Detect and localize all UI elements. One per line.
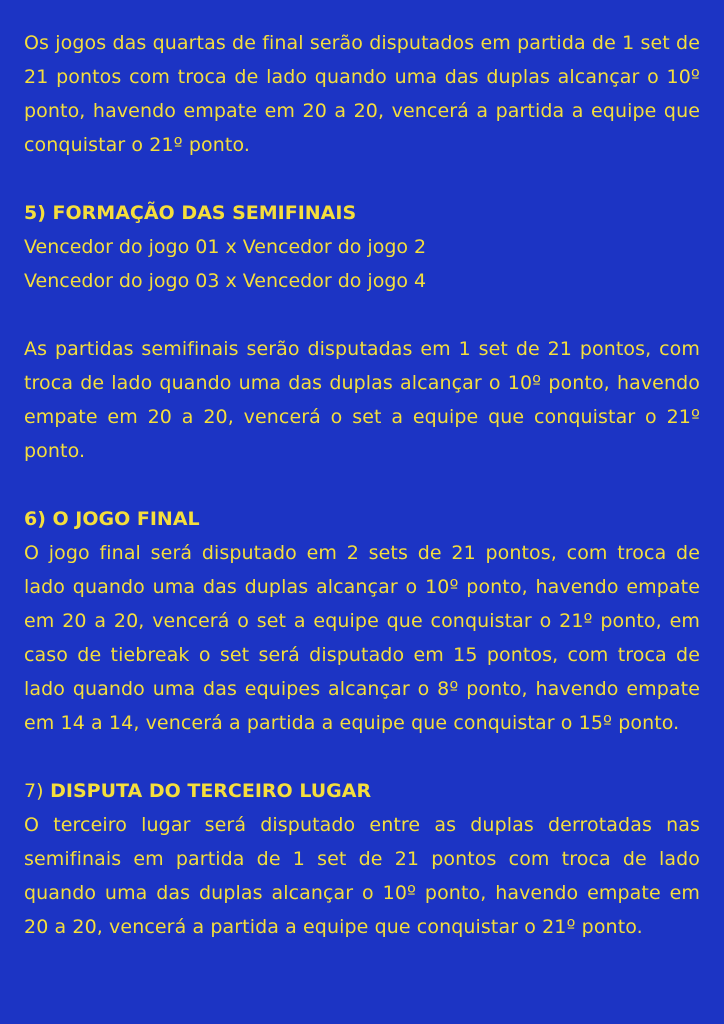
semifinal-match-1: Vencedor do jogo 01 x Vencedor do jogo 2 (24, 236, 427, 258)
section-6-title: O JOGO FINAL (52, 508, 200, 530)
spacer (24, 162, 700, 196)
spacer (24, 298, 700, 332)
spacer (24, 468, 700, 502)
section-6-paragraph: O jogo final será disputado em 2 sets de 21 pontos, com troca de lado quando uma das duplas alcançar o 10º ponto, havendo empate em 20 a 20, vencerá o set a equipe que conquistar o 21º ponto, em caso de tiebreak o set será disputado em 15 pontos, com troca de lado quando uma das equipes alcançar o 8º ponto, havendo empate em 14 a 14, vencerá a partida a equipe que conquistar o 15º ponto. (24, 542, 700, 734)
intro-paragraph: Os jogos das quartas de final serão disputados em partida de 1 set de 21 pontos com troca de lado quando uma das duplas alcançar o 10º ponto, havendo empate em 20 a 20, vencerá a partida a equipe que conquistar o 21º ponto. (24, 32, 700, 156)
spacer (24, 740, 700, 774)
semifinal-match-2: Vencedor do jogo 03 x Vencedor do jogo 4 (24, 270, 427, 292)
section-6-number: 6) (24, 508, 46, 530)
section-7-title: DISPUTA DO TERCEIRO LUGAR (50, 780, 372, 802)
section-5-heading (24, 196, 700, 230)
section-5-number: 5) (24, 202, 46, 224)
section-6-heading (24, 502, 700, 536)
section-7-number: 7) (24, 780, 44, 802)
section-7-paragraph: O terceiro lugar será disputado entre as duplas derrotadas nas semifinais em partida de 1 set de 21 pontos com troca de lado quando uma das duplas alcançar o 10º ponto, havendo empate em 20 a 20, vencerá a partida a equipe que conquistar o 21º ponto. (24, 814, 700, 938)
section-5-title: FORMAÇÃO DAS SEMIFINAIS (52, 202, 357, 224)
section-7-heading (24, 774, 700, 808)
section-5-paragraph: As partidas semifinais serão disputadas em 1 set de 21 pontos, com troca de lado quando uma das duplas alcançar o 10º ponto, havendo empate em 20 a 20, vencerá o set a equipe que conquistar o 21º ponto. (24, 338, 700, 462)
